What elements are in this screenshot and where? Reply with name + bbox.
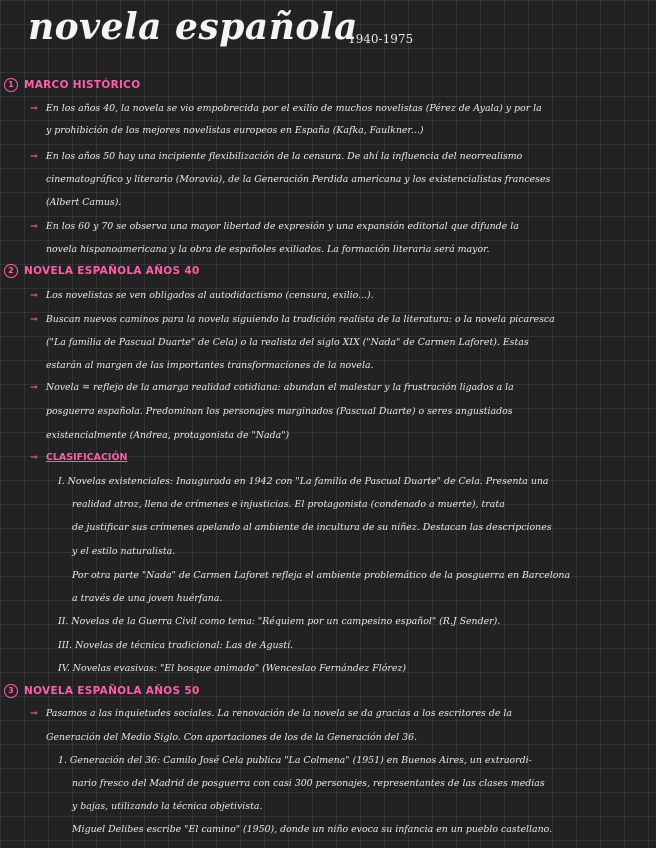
- arrow-icon: →: [30, 314, 38, 325]
- note-line: → En los años 40, la novela se vio empobrecida por el exilio de muchos novelistas (Pérez de Ayala) y por la: [30, 103, 542, 114]
- arrow-icon: →: [30, 382, 38, 393]
- note-line: → En los años 50 hay una incipiente flexibilización de la censura. De ahí la influencia del neorrealismo: [30, 151, 523, 162]
- note-line: existencialmente (Andrea, protagonista de "Nada"): [46, 430, 290, 441]
- note-line: cinematográfico y literario (Moravia), de la Generación Perdida americana y los existencialistas franceses: [46, 174, 551, 185]
- arrow-icon: →: [30, 708, 38, 719]
- arrow-icon: →: [30, 452, 38, 463]
- section-heading-3: [4, 684, 200, 698]
- note-line: Por otra parte "Nada" de Carmen Laforet refleja el ambiente problemático de la posguerra en Barcelona: [72, 570, 571, 581]
- period-label: 1940-1975: [348, 32, 414, 46]
- note-line: de justificar sus crímenes apelando al ambiente de incultura de su niñez. Destacan las descripciones: [72, 522, 552, 533]
- note-line: IV. Novelas evasivas: "El bosque animado" (Wenceslao Fernández Flórez): [58, 663, 407, 674]
- arrow-icon: →: [30, 290, 38, 301]
- note-line: 1. Generación del 36: Camilo José Cela publica "La Colmena" (1951) en Buenos Aires, un extraordi-: [58, 755, 532, 766]
- note-line: nario fresco del Madrid de posguerra con casi 300 personajes, representantes de las clases medias: [72, 778, 545, 789]
- section-heading-2: [4, 264, 200, 278]
- note-line: (Albert Camus).: [46, 197, 122, 208]
- note-line: a través de una joven huérfana.: [72, 593, 223, 604]
- note-line: ("La familia de Pascual Duarte" de Cela) o la realista del siglo XIX ("Nada" de Carmen Laforet). Estas: [46, 337, 529, 348]
- note-line: y el estilo naturalista.: [72, 546, 176, 557]
- section-heading-1: [4, 78, 140, 92]
- note-line: I. Novelas existenciales: Inaugurada en 1942 con "La familia de Pascual Duarte" de Cela. Presenta una: [58, 476, 549, 487]
- note-line: y prohibición de los mejores novelistas europeos en España (Kafka, Faulkner...): [46, 125, 424, 136]
- arrow-icon: →: [30, 221, 38, 232]
- section-title: NOVELA ESPAÑOLA AÑOS 40: [24, 265, 200, 277]
- arrow-icon: →: [30, 151, 38, 162]
- note-line: III. Novelas de técnica tradicional: Las de Agustí.: [58, 640, 294, 651]
- section-number: 1: [4, 78, 18, 92]
- note-line: realidad atroz, llena de crímenes e injusticias. El protagonista (condenado a muerte), trata: [72, 499, 505, 510]
- note-line: → Pasamos a las inquietudes sociales. La renovación de la novela se da gracias a los escritores de la: [30, 708, 512, 719]
- note-line: y bajas, utilizando la técnica objetivista.: [72, 801, 263, 812]
- note-line: Generación del Medio Siglo. Con aportaciones de los de la Generación del 36.: [46, 732, 418, 743]
- arrow-icon: →: [30, 103, 38, 114]
- section-title: MARCO HISTÓRICO: [24, 79, 141, 91]
- note-line: II. Novelas de la Guerra Civil como tema: "Réquiem por un campesino español" (R.J Sender).: [58, 616, 501, 627]
- page-title: novela española: [28, 6, 358, 48]
- note-line: → Buscan nuevos caminos para la novela siguiendo la tradición realista de la literatura: o la novela picaresca: [30, 314, 555, 325]
- section-number: 2: [4, 264, 18, 278]
- note-line: posguerra española. Predominan los personajes marginados (Pascual Duarte) o seres angustiados: [46, 406, 513, 417]
- note-line: → Novela = reflejo de la amarga realidad cotidiana: abundan el malestar y la frustración ligados a la: [30, 382, 514, 393]
- note-line: estarán al margen de las importantes transformaciones de la novela.: [46, 360, 374, 371]
- note-line: → Los novelistas se ven obligados al autodidactismo (censura, exilio...).: [30, 290, 374, 301]
- note-line: → En los 60 y 70 se observa una mayor libertad de expresión y una expansión editorial que difunde la: [30, 221, 519, 232]
- section-title: NOVELA ESPAÑOLA AÑOS 50: [24, 685, 200, 697]
- note-line: novela hispanoamericana y la obra de españoles exiliados. La formación literaria será mayor.: [46, 244, 490, 255]
- section-number: 3: [4, 684, 18, 698]
- note-line: Miguel Delibes escribe "El camino" (1950), donde un niño evoca su infancia en un pueblo castellano.: [72, 824, 553, 835]
- classification-heading: → CLASIFICACIÓN: [30, 452, 128, 463]
